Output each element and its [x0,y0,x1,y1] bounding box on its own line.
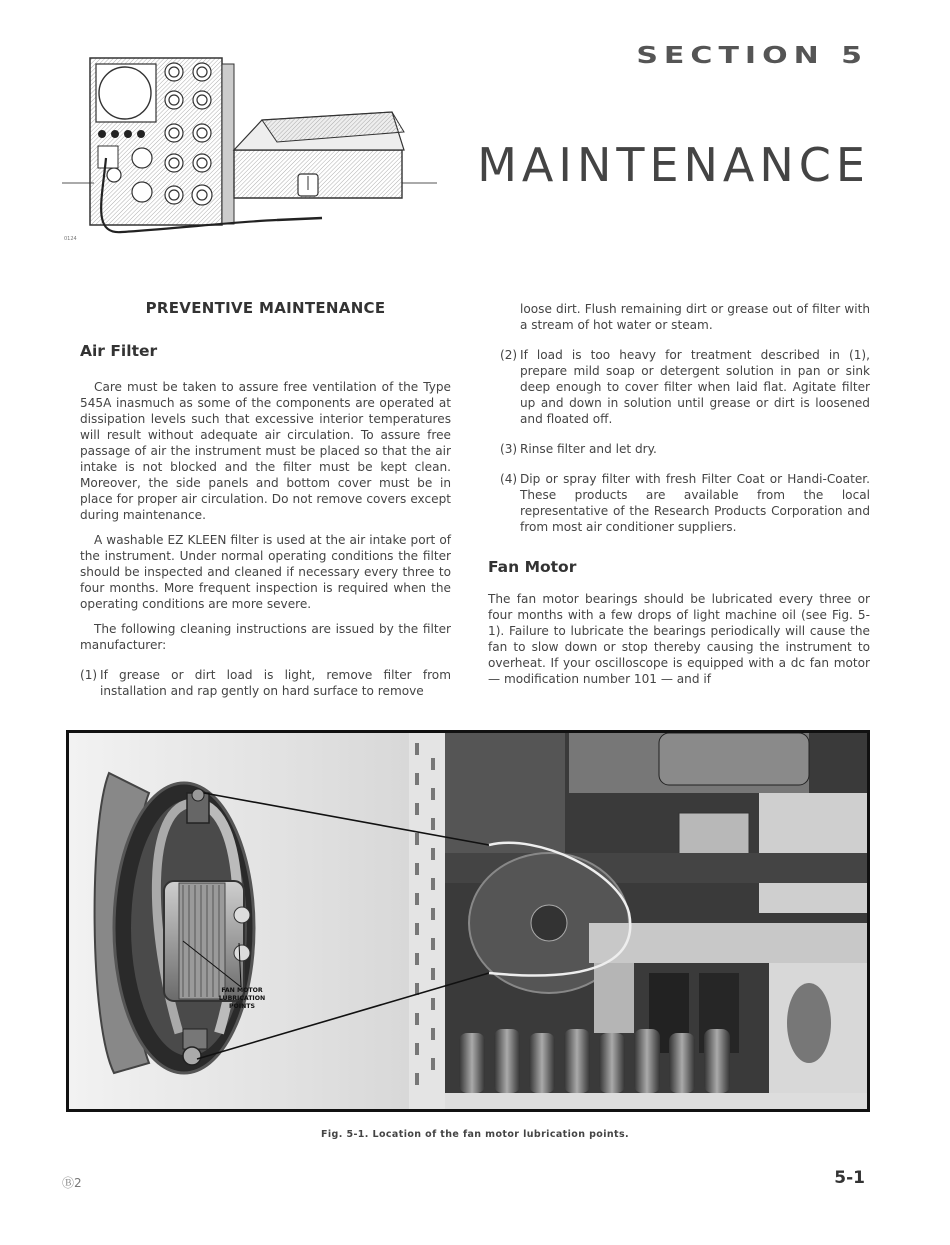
paragraph-fan-motor: The fan motor bearings should be lubricated every three or four months with a few drops of light machine oil (see Fig. 5-1). Failure to lubricate the bearings periodically will cause the fan to slow down or stop thereby causing the instrument to overheat. If your oscilloscope is equipped with a dc fan motor — modification number 101 — and if [488,592,870,686]
art-code: 0124 [64,236,77,242]
callout-line-2: LUBRICATION [218,995,266,1002]
step-3: (3) Rinse filter and let dry. [500,442,657,456]
paragraph-instructions-intro: The following cleaning instructions are issued by the filter manufacturer: [80,622,451,652]
left-column [80,300,451,708]
step-1-continued: loose dirt. Flush remaining dirt or grease out of filter with a stream of hot water or steam. [520,302,870,332]
callout-line-3: POINTS [229,1003,255,1010]
callout-line-1: FAN MOTOR [221,987,263,994]
paragraph-filter: A washable EZ KLEEN filter is used at the air intake port of the instrument. Under normal operating conditions the filter should be inspected and cleaned if necessary every three to four months. More frequent inspection is required when the operating conditions are more severe. [80,533,451,611]
heading-preventive-maintenance: PREVENTIVE MAINTENANCE [145,299,386,317]
fan-motor-photo [69,733,867,1109]
heading-fan-motor: Fan Motor [488,558,577,576]
oscilloscope-illustration [62,50,452,250]
step-2: (2) If load is too heavy for treatment described in (1), prepare mild soap or detergent solution in pan or sink deep enough to cover filter when laid flat. Agitate filter up and down in solution until grease or dirt is loosened and floated off. [500,348,870,426]
figure-caption: Fig. 5-1. Location of the fan motor lubrication points. [320,1129,630,1140]
step-4: (4) Dip or spray filter with fresh Filter Coat or Handi-Coater. These products are available from the local representative of the Research Products Corporation and from most air conditioner suppliers. [500,472,870,534]
section-number: SECTION 5 [636,42,868,70]
footer-mark: Ⓑ2 [62,1176,82,1190]
heading-air-filter: Air Filter [80,342,158,360]
paragraph-ventilation: Care must be taken to assure free ventilation of the Type 545A inasmuch as some of the components are operated at dissipation levels such that excessive interior temperatures will result without adequate air circulation. To assure free passage of air the instrument must be placed so that the air intake is not blocked and the filter must be kept clean. Moreover, the side panels and bottom cover must be in place for proper air circulation. Do not remove covers except during maintenance. [80,380,451,522]
page-number: 5-1 [834,1168,865,1188]
step-1: (1) If grease or dirt load is light, remove filter from installation and rap gently on hard surface to remove [80,668,451,698]
figure-fan-motor-photo [66,730,870,1112]
right-column [488,301,870,696]
section-title: MAINTENANCE [477,138,870,192]
